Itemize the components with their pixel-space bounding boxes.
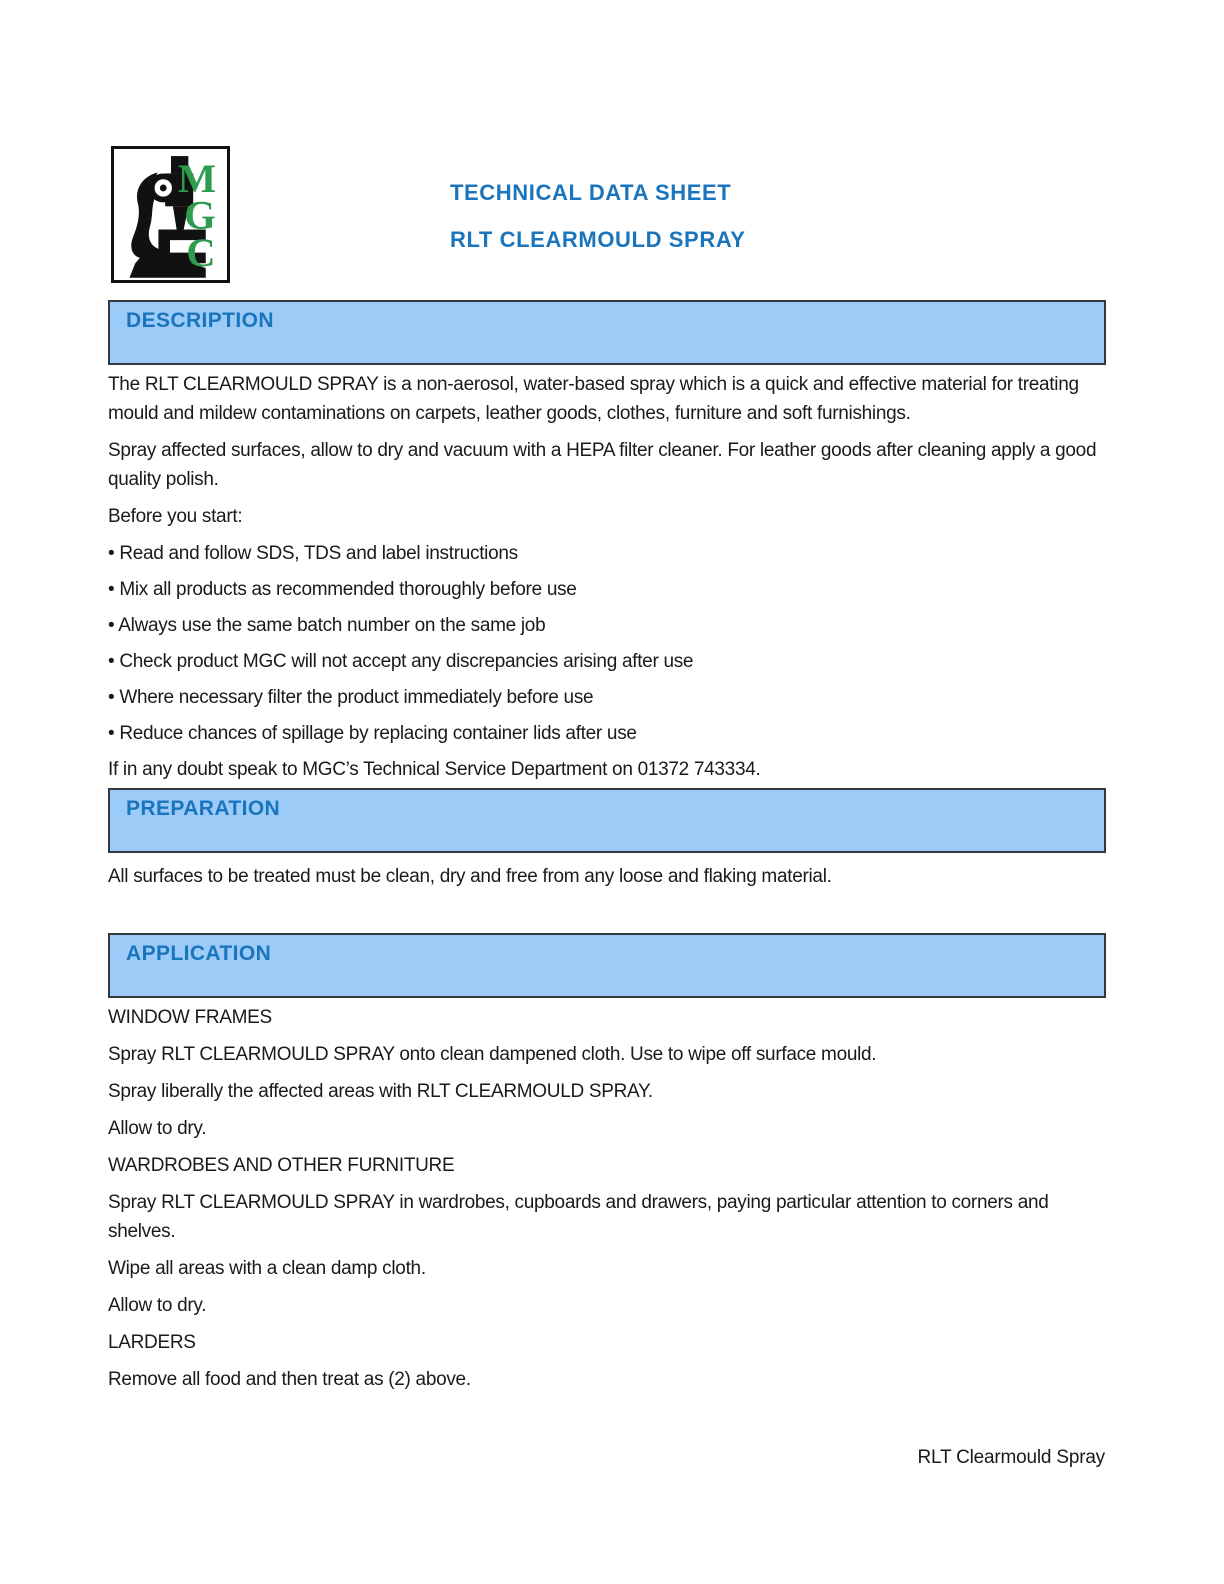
- section-header-description: [108, 300, 1106, 365]
- doc-subtitle: RLT CLEARMOULD SPRAY: [450, 227, 746, 252]
- section-description: [108, 300, 1106, 792]
- paragraph: Remove all food and then treat as (2) above.: [108, 1369, 471, 1390]
- bullet-item: • Always use the same batch number on the same job: [108, 615, 546, 636]
- section-application: [108, 933, 1106, 1402]
- paragraph: Spray liberally the affected areas with RLT CLEARMOULD SPRAY.: [108, 1081, 653, 1102]
- paragraph: Spray affected surfaces, allow to dry and vacuum with a HEPA filter cleaner. For leather goods after cleaning apply a good quality polish.: [108, 440, 1097, 490]
- logo-letter-m: M: [177, 155, 217, 201]
- doc-title: TECHNICAL DATA SHEET: [450, 180, 732, 205]
- paragraph: Spray RLT CLEARMOULD SPRAY in wardrobes, cupboards and drawers, paying particular attention to corners and shelves.: [108, 1192, 1049, 1242]
- microscope-icon: [114, 149, 227, 280]
- logo-letter-g: G: [184, 192, 216, 238]
- paragraph: The RLT CLEARMOULD SPRAY is a non-aerosol, water-based spray which is a quick and effective material for treating mould and mildew contaminations on carpets, leather goods, clothes, furniture and soft furnishings.: [108, 374, 1079, 424]
- footer-page-label: RLT Clearmould Spray: [917, 1447, 1105, 1468]
- section-preparation: [108, 788, 1106, 899]
- paragraph: Before you start:: [108, 506, 243, 527]
- paragraph: Spray RLT CLEARMOULD SPRAY onto clean dampened cloth. Use to wipe off surface mould.: [108, 1044, 877, 1065]
- bullet-item: • Check product MGC will not accept any discrepancies arising after use: [108, 651, 694, 672]
- bullet-item: • Mix all products as recommended thoroughly before use: [108, 579, 577, 600]
- header-titles: [450, 181, 746, 275]
- paragraph: Allow to dry.: [108, 1295, 207, 1316]
- section-header-preparation: [108, 788, 1106, 853]
- section-header-application: [108, 933, 1106, 998]
- bullet-item: • Reduce chances of spillage by replacing container lids after use: [108, 723, 637, 744]
- bullet-item: • Where necessary filter the product immediately before use: [108, 687, 594, 708]
- logo-letter-c: C: [186, 230, 216, 276]
- bullet-item: • Read and follow SDS, TDS and label instructions: [108, 543, 518, 564]
- paragraph: Allow to dry.: [108, 1118, 207, 1139]
- subheading-wardrobes: WARDROBES AND OTHER FURNITURE: [108, 1155, 455, 1176]
- paragraph: Wipe all areas with a clean damp cloth.: [108, 1258, 426, 1279]
- mgc-logo: [111, 146, 230, 283]
- subheading-larders: LARDERS: [108, 1332, 196, 1353]
- section-heading: PREPARATION: [126, 797, 281, 820]
- subheading-window-frames: WINDOW FRAMES: [108, 1007, 272, 1028]
- paragraph: All surfaces to be treated must be clean, dry and free from any loose and flaking material.: [108, 866, 832, 887]
- paragraph: If in any doubt speak to MGC’s Technical Service Department on 01372 743334.: [108, 759, 761, 780]
- section-heading: APPLICATION: [126, 942, 272, 965]
- section-heading: DESCRIPTION: [126, 309, 274, 332]
